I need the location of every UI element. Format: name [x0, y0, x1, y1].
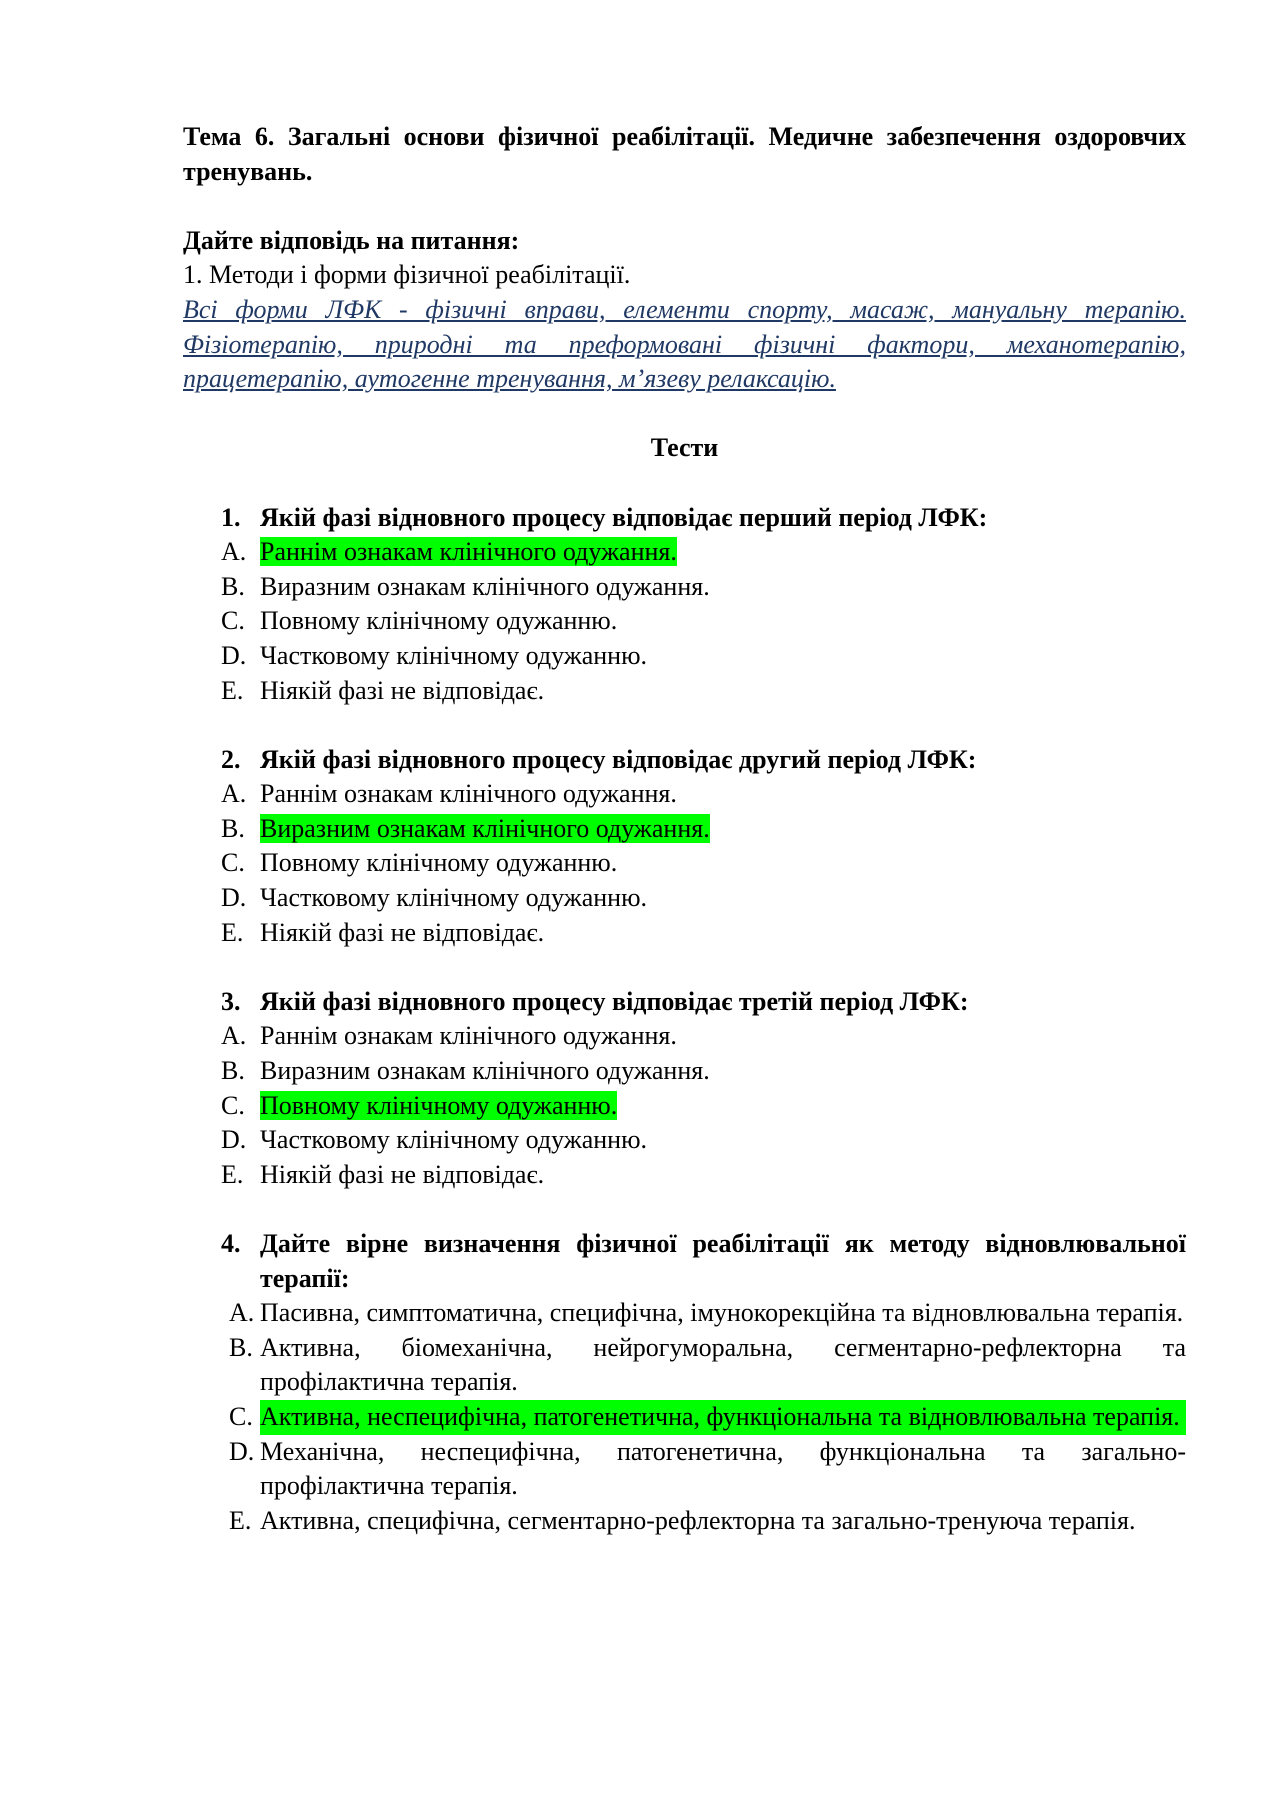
answer-option — [183, 1089, 1186, 1124]
option-letter: C. — [221, 606, 245, 636]
option-letter: D. — [221, 883, 247, 913]
option-text — [260, 1123, 1186, 1158]
option-text-content: Частковому клінічному одужанню. — [260, 640, 648, 670]
option-text-correct — [260, 535, 1186, 570]
option-text-content: Повному клінічному одужанню. — [260, 1090, 618, 1120]
option-text-content: Активна, специфічна, сегментарно-рефлекторна та загально-тренуюча терапія. — [260, 1505, 1136, 1535]
option-text — [260, 777, 1186, 812]
option-letter: D. — [221, 1125, 247, 1155]
option-text — [260, 674, 1186, 709]
option-text — [260, 1504, 1186, 1539]
option-text-content: Механічна, неспецифічна, патогенетична, функціональна та загально-профілактична терапія. — [260, 1436, 1186, 1501]
tests-list — [183, 501, 1186, 1539]
option-text — [260, 1054, 1186, 1089]
open-question: 1. Методи і форми фізичної реабілітації. — [183, 260, 631, 290]
answer-option — [183, 1158, 1186, 1193]
option-text — [260, 639, 1186, 674]
option-letter: E. — [221, 1159, 244, 1189]
option-text-content: Ніякій фазі не відповідає. — [260, 675, 545, 705]
answer-option — [183, 1123, 1186, 1158]
option-text-content: Активна, неспецифічна, патогенетична, функціональна та відновлювальна терапія. — [260, 1401, 1180, 1431]
option-text-content: Раннім ознакам клінічного одужання. — [260, 537, 677, 567]
answer-option — [183, 1019, 1186, 1054]
answer-option — [183, 777, 1186, 812]
option-letter: D. — [221, 640, 247, 670]
option-text — [260, 1019, 1186, 1054]
option-text-content: Раннім ознакам клінічного одужання. — [260, 779, 677, 809]
option-text-correct — [260, 1400, 1186, 1435]
answer-option — [183, 1400, 1186, 1435]
question-number: 1. — [221, 502, 241, 532]
test-question-2 — [183, 743, 1186, 951]
option-letter: B. — [221, 1056, 245, 1086]
instruction-heading: Дайте відповідь на питання: — [183, 225, 520, 255]
answer-option — [183, 1435, 1186, 1504]
test-question-4 — [183, 1227, 1186, 1538]
answer-option — [183, 846, 1186, 881]
answer-option — [183, 604, 1186, 639]
option-text-content: Активна, біомеханічна, нейрогуморальна, сегментарно-рефлекторна та профілактична терапія. — [260, 1332, 1186, 1397]
option-text — [260, 1158, 1186, 1193]
option-text — [260, 1331, 1186, 1400]
option-letter: A. — [229, 1298, 255, 1328]
question-text: Якій фазі відновного процесу відповідає третій період ЛФК: — [260, 986, 969, 1016]
document-title: Тема 6. Загальні основи фізичної реабілітації. Медичне забезпечення оздоровчих тренувань. — [183, 122, 1186, 186]
option-text — [260, 1296, 1186, 1331]
option-letter: C. — [221, 848, 245, 878]
tests-heading: Тести — [650, 433, 719, 463]
option-letter: D. — [229, 1436, 255, 1466]
answer-option — [183, 1054, 1186, 1089]
question-text: Якій фазі відновного процесу відповідає другий період ЛФК: — [260, 744, 977, 774]
option-letter: A. — [221, 779, 247, 809]
option-letter: B. — [221, 813, 245, 843]
option-letter: B. — [221, 571, 245, 601]
question-text: Якій фазі відновного процесу відповідає перший період ЛФК: — [260, 502, 988, 532]
answer-option — [183, 674, 1186, 709]
option-letter: E. — [221, 675, 244, 705]
answer-option — [183, 570, 1186, 605]
option-letter: C. — [221, 1090, 245, 1120]
option-text-content: Виразним ознакам клінічного одужання. — [260, 813, 710, 843]
option-letter: C. — [229, 1401, 253, 1431]
option-text-content: Частковому клінічному одужанню. — [260, 883, 648, 913]
document-page — [183, 120, 1186, 1538]
answer-option — [183, 535, 1186, 570]
option-text-content: Ніякій фазі не відповідає. — [260, 1159, 545, 1189]
answer-option — [183, 812, 1186, 847]
answer-option — [183, 1296, 1186, 1331]
option-text — [260, 570, 1186, 605]
answer-option — [183, 1331, 1186, 1400]
option-text — [260, 604, 1186, 639]
option-letter: B. — [229, 1332, 253, 1362]
answer-option — [183, 1504, 1186, 1539]
answer-option — [183, 916, 1186, 951]
question-text: Дайте вірне визначення фізичної реабілітації як методу відновлювальної терапії: — [260, 1229, 1186, 1293]
option-text — [260, 846, 1186, 881]
option-text-content: Повному клінічному одужанню. — [260, 606, 618, 636]
question-number: 2. — [221, 744, 241, 774]
option-text-content: Виразним ознакам клінічного одужання. — [260, 1056, 710, 1086]
question-number: 3. — [221, 986, 241, 1016]
option-letter: A. — [221, 537, 247, 567]
option-text-content: Пасивна, симптоматична, специфічна, імунокорекційна та відновлювальна терапія. — [260, 1298, 1184, 1328]
answer-option — [183, 639, 1186, 674]
test-question-1 — [183, 501, 1186, 709]
answer-option — [183, 881, 1186, 916]
option-text-correct — [260, 1089, 1186, 1124]
option-text-correct — [260, 812, 1186, 847]
open-question-answer: Всі форми ЛФК - фізичні вправи, елементи спорту, масаж, мануальну терапію. Фізіотерапію, природні та преформовані фізичні фактори, механотерапію, працетерапію, аутогенне тренування, м’язеву релаксацію. — [183, 294, 1186, 394]
option-text-content: Раннім ознакам клінічного одужання. — [260, 1021, 677, 1051]
test-question-3 — [183, 985, 1186, 1193]
option-text-content: Повному клінічному одужанню. — [260, 848, 618, 878]
option-text-content: Ніякій фазі не відповідає. — [260, 917, 545, 947]
option-text — [260, 916, 1186, 951]
option-text-content: Виразним ознакам клінічного одужання. — [260, 571, 710, 601]
option-letter: E. — [229, 1505, 252, 1535]
option-text — [260, 881, 1186, 916]
question-number: 4. — [221, 1229, 241, 1258]
option-letter: E. — [221, 917, 244, 947]
option-text-content: Частковому клінічному одужанню. — [260, 1125, 648, 1155]
option-text — [260, 1435, 1186, 1504]
option-letter: A. — [221, 1021, 247, 1051]
